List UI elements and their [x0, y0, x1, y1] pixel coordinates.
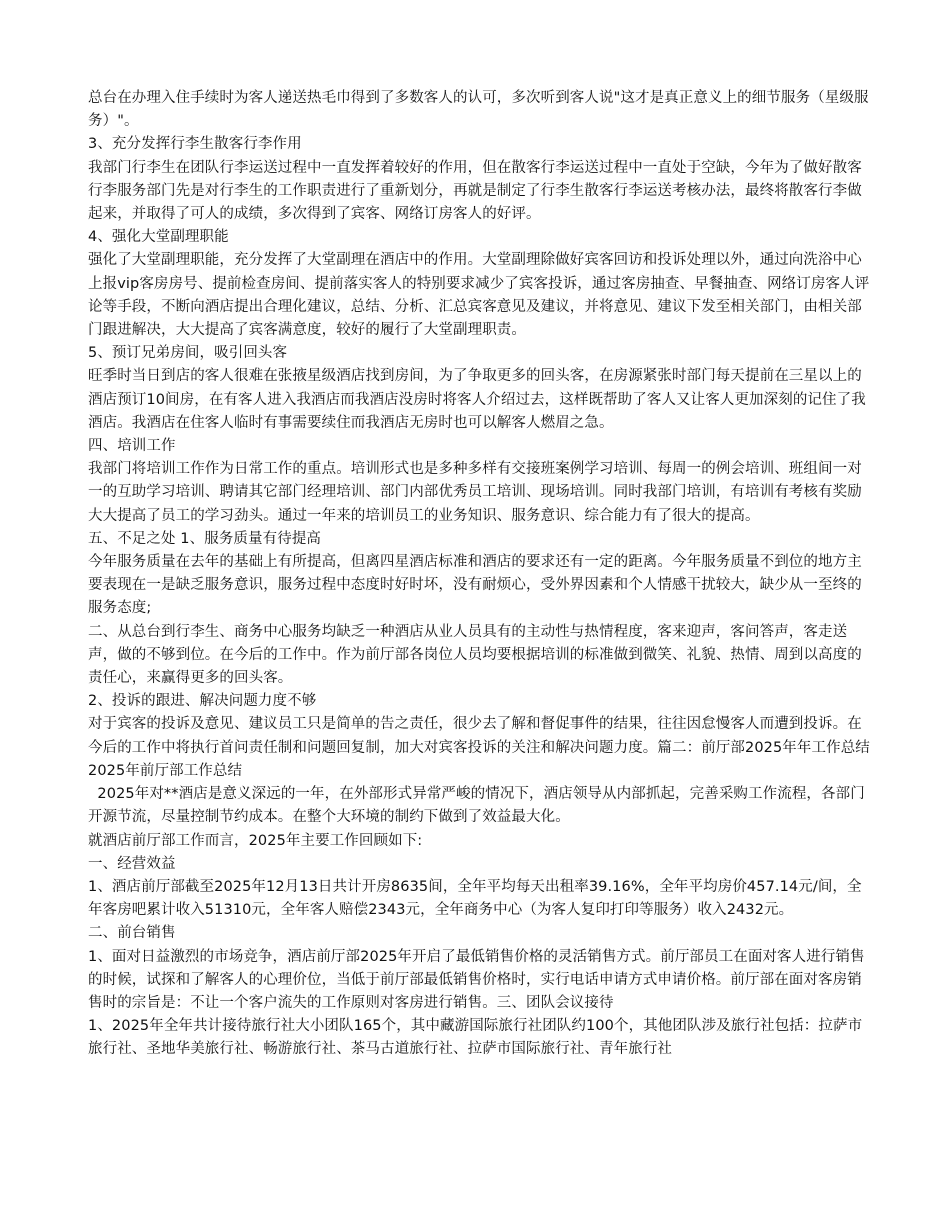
paragraph-group-reception: 1、2025年全年共计接待旅行社大小团队165个，其中藏游国际旅行社团队约100个，其他团队涉及旅行社包括：拉萨市旅行社、圣地华美旅行社、畅游旅行社、茶马古道旅行社、拉萨市国际旅行社、青年旅行社: [88, 1018, 863, 1058]
heading-complaints: 2、投诉的跟进、解决问题力度不够: [88, 693, 317, 710]
paragraph-business-results: 1、酒店前厅部截至2025年12月13日共计开房8635间，全年平均每天出租率39.16%，全年平均房价457.14元/间，全年客房吧累计收入51310元，全年客人赔偿2343元，全年商务中心（为客人复印打印等服务）收入2432元。: [88, 878, 862, 919]
paragraph-hot-towel: 总台在办理入住手续时为客人递送热毛巾得到了多数客人的认可，多次听到客人说"这才是真正意义上的细节服务（星级服务）"。: [88, 90, 869, 130]
paragraph-front-desk-sales: 1、面对日益激烈的市场竞争，酒店前厅部2025年开启了最低销售价格的灵活销售方式。前厅部员工在面对客人进行销售的时候，试探和了解客人的心理价位，当低于前厅部最低销售价格时，实行电话申请方式申请价格。前厅部在面对客房销售时的宗旨是：不让一个客户流失的工作原则对客房进行销售。三、团队会议接待: [88, 948, 865, 1011]
heading-lobby-manager: 4、强化大堂副理职能: [88, 229, 229, 246]
paragraph-training: 我部门将培训工作作为日常工作的重点。培训形式也是多种多样有交接班案例学习培训、每周一的例会培训、班组间一对一的互助学习培训、聘请其它部门经理培训、部门内部优秀员工培训、现场培训。同时我部门培训，有培训有考核有奖励大大提高了员工的学习劲头。通过一年来的培训员工的业务知识、服务意识、综合能力有了很大的提高。: [88, 461, 862, 524]
paragraph-service-quality: 今年服务质量在去年的基础上有所提高，但离四星酒店标准和酒店的要求还有一定的距离。今年服务质量不到位的地方主要表现在一是缺乏服务意识，服务过程中态度时好时坏，没有耐烦心，受外界因素和个人情感干扰较大，缺少从一至终的服务态度;: [88, 554, 862, 617]
paragraph-initiative: 二、从总台到行李生、商务中心服务均缺乏一种酒店从业人员具有的主动性与热情程度，客来迎声，客问答声，客走送声，做的不够到位。在今后的工作中。作为前厅部各岗位人员均要根据培训的标准做到微笑、礼貌、热情、周到以高度的责任心，来赢得更多的回头客。: [88, 623, 862, 687]
heading-shortcomings: 五、不足之处 1、服务质量有待提高: [88, 530, 322, 547]
heading-front-desk-sales: 二、前台销售: [88, 925, 176, 942]
paragraph-lobby-manager: 强化了大堂副理职能，充分发挥了大堂副理在酒店中的作用。大堂副理除做好宾客回访和投诉处理以外，通过向洗浴中心上报vip客房房号、提前检查房间、提前落实客人的特别要求减少了宾客投诉，通过客房抽查、早餐抽查、网络订房客人评论等手段，不断向酒店提出合理化建议，总结、分析、汇总宾客意见及建议，并将意见、建议下发至相关部门，由相关部门跟进解决，大大提高了宾客满意度，较好的履行了大堂副理职责。: [88, 252, 870, 339]
paragraph-booking: 旺季时当日到店的客人很难在张掖星级酒店找到房间，为了争取更多的回头客，在房源紧张时部门每天提前在三星以上的酒店预订10间房，在有客人进入我酒店而我酒店没房时将客人介绍过去，这样既帮助了客人又让客人更加深刻的记住了我酒店。我酒店在住客人临时有事需要续住而我酒店无房时也可以解客人燃眉之急。: [88, 368, 866, 431]
heading-booking: 5、预订兄弟房间，吸引回头客: [88, 345, 288, 362]
heading-training: 四、培训工作: [88, 438, 176, 455]
heading-business-results: 一、经营效益: [88, 855, 176, 872]
paragraph-luggage: 我部门行李生在团队行李运送过程中一直发挥着较好的作用，但在散客行李运送过程中一直处于空缺，今年为了做好散客行李服务部门先是对行李生的工作职责进行了重新划分，再就是制定了行李生散客行李运送考核办法，最终将散客行李做起来，并取得了可人的成绩，多次得到了宾客、网络订房客人的好评。: [88, 159, 862, 223]
heading-luggage: 3、充分发挥行李生散客行李作用: [88, 136, 302, 153]
heading-summary-title: 2025年前厅部工作总结: [88, 762, 243, 779]
paragraph-intro: 2025年对**酒店是意义深远的一年，在外部形式异常严峻的情况下，酒店领导从内部抓起，完善采购工作流程，各部门开源节流，尽量控制节约成本。在整个大环境的制约下做到了效益最大化。: [88, 786, 865, 826]
paragraph-complaints: 对于宾客的投诉及意见、建议员工只是简单的告之责任，很少去了解和督促事件的结果，往往因怠慢客人而遭到投诉。在今后的工作中将执行首问责任制和问题回复制，加大对宾客投诉的关注和解决问题力度。篇二：前厅部2025年年工作总结: [88, 716, 870, 756]
paragraph-review-lead: 就酒店前厅部工作而言，2025年主要工作回顾如下:: [88, 832, 423, 849]
